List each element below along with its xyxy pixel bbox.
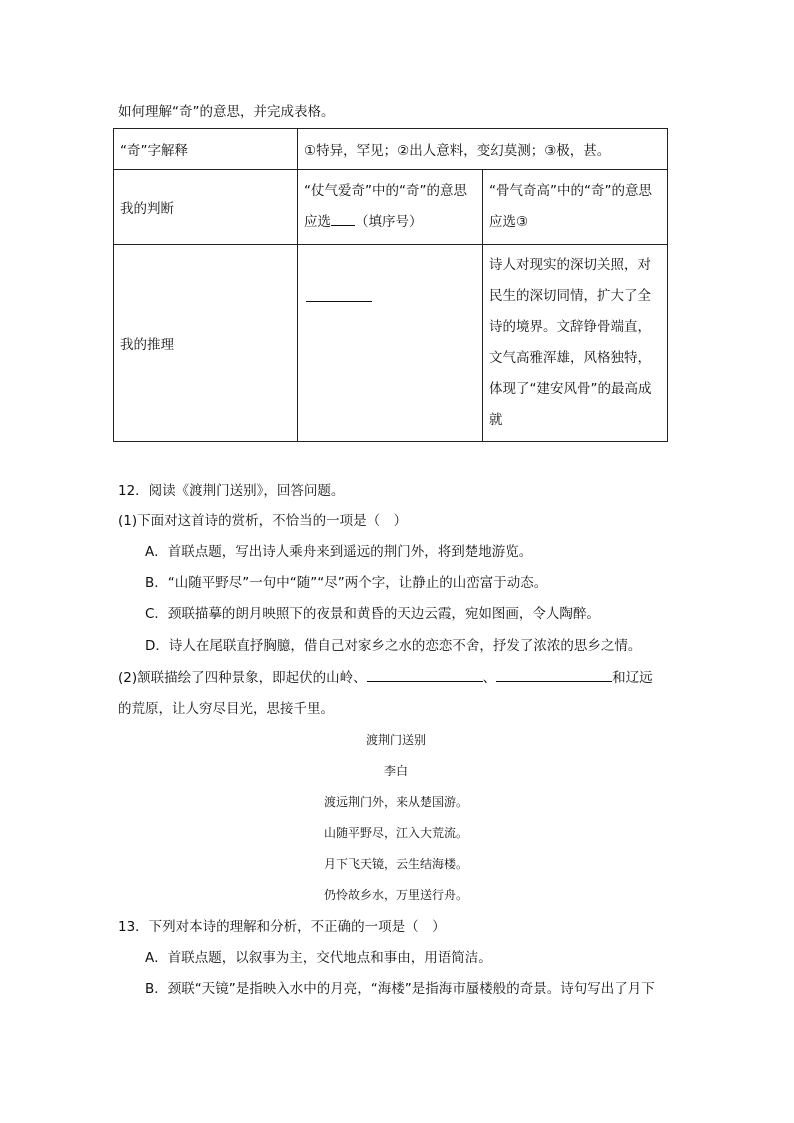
judgment-cell-1	[298, 170, 483, 245]
row-label-reasoning: 我的推理	[114, 245, 298, 442]
question-12-part1: (1)下面对这首诗的赏析，不恰当的一项是（ ）	[118, 513, 408, 529]
reasoning-cell-1	[298, 245, 483, 442]
table-intro: 如何理解“奇”的意思，并完成表格。	[118, 104, 335, 120]
question-12-title: 12．阅读《渡荆门送别》，回答问题。	[118, 483, 345, 499]
part2-suffix: 和辽远	[612, 670, 653, 686]
table-row	[114, 170, 668, 245]
part2-prefix: (2)颔联描绘了四种景象，即起伏的山岭、	[118, 670, 367, 686]
q12-option-b[interactable]: B．“山随平野尽”一句中“随”“尽”两个字，让静止的山峦富于动态。	[145, 575, 548, 591]
poem-line: 仍怜故乡水，万里送行舟。	[323, 888, 468, 902]
reasoning-line: 诗的境界。文辞铮骨端直，	[489, 319, 651, 335]
q12-option-c[interactable]: C．颈联描摹的朗月映照下的夜景和黄昏的天边云霞，宛如图画，令人陶醉。	[145, 606, 600, 622]
judgment-2-question: “骨气奇高”中的“奇”的意思	[489, 183, 652, 199]
poem-line: 山随平野尽，江入大荒流。	[323, 826, 468, 840]
table-row	[114, 129, 668, 170]
q13-option-a[interactable]: A．首联点题，以叙事为主，交代地点和事由，用语简洁。	[145, 950, 492, 966]
judgment-1-suffix: （填序号）	[355, 214, 423, 230]
reasoning-line: 文气高雅浑雄，风格独特，	[489, 350, 651, 366]
row-label-judgment: 我的判断	[114, 170, 298, 245]
poem-line: 渡远荆门外，来从楚国游。	[323, 795, 468, 809]
reasoning-line: 就	[489, 412, 503, 428]
poem-line: 月下飞天镜，云生结海楼。	[323, 857, 468, 871]
judgment-answer-blank[interactable]	[331, 211, 355, 226]
q12-option-a[interactable]: A．首联点题，写出诗人乘舟来到遥远的荆门外，将到楚地游览。	[145, 544, 533, 560]
landscape-blank-1[interactable]	[367, 667, 483, 682]
reasoning-line: 民生的深切同情，扩大了全	[489, 288, 651, 304]
judgment-1-question: “仗气爱奇”中的“奇”的意思	[304, 183, 467, 199]
question-12-part2	[118, 667, 653, 688]
poem-author: 李白	[383, 764, 408, 778]
q12-option-d[interactable]: D．诗人在尾联直抒胸臆，借自己对家乡之水的恋恋不舍，抒发了浓浓的思乡之情。	[145, 638, 642, 654]
reasoning-line: 体现了“建安风骨”的最高成	[489, 381, 652, 397]
reasoning-line: 诗人对现实的深切关照，对	[489, 257, 651, 273]
row-label-explanation: “奇”字解释	[114, 129, 298, 170]
qi-definitions: ①特异，罕见；②出人意料，变幻莫测；③极，甚。	[298, 129, 668, 170]
poem-title: 渡荆门送别	[365, 733, 426, 747]
reasoning-cell-2	[483, 245, 668, 442]
question-13-title: 13．下列对本诗的理解和分析，不正确的一项是（ ）	[118, 919, 446, 935]
judgment-cell-2	[483, 170, 668, 245]
judgment-2-answer: 应选③	[489, 214, 529, 230]
qi-meaning-table	[113, 128, 668, 442]
reasoning-answer-blank[interactable]	[306, 287, 372, 302]
question-12-part2-cont: 的荒原，让人穷尽目光，思接千里。	[118, 701, 334, 717]
landscape-blank-2[interactable]	[496, 667, 612, 682]
table-row	[114, 245, 668, 442]
judgment-1-answer	[304, 207, 476, 238]
q13-option-b[interactable]: B．颈联“天镜”是指映入水中的月亮，“海楼”是指海市蜃楼般的奇景。诗句写出了月下	[145, 981, 655, 997]
judgment-1-prefix: 应选	[304, 214, 331, 230]
part2-separator: 、	[482, 670, 497, 686]
